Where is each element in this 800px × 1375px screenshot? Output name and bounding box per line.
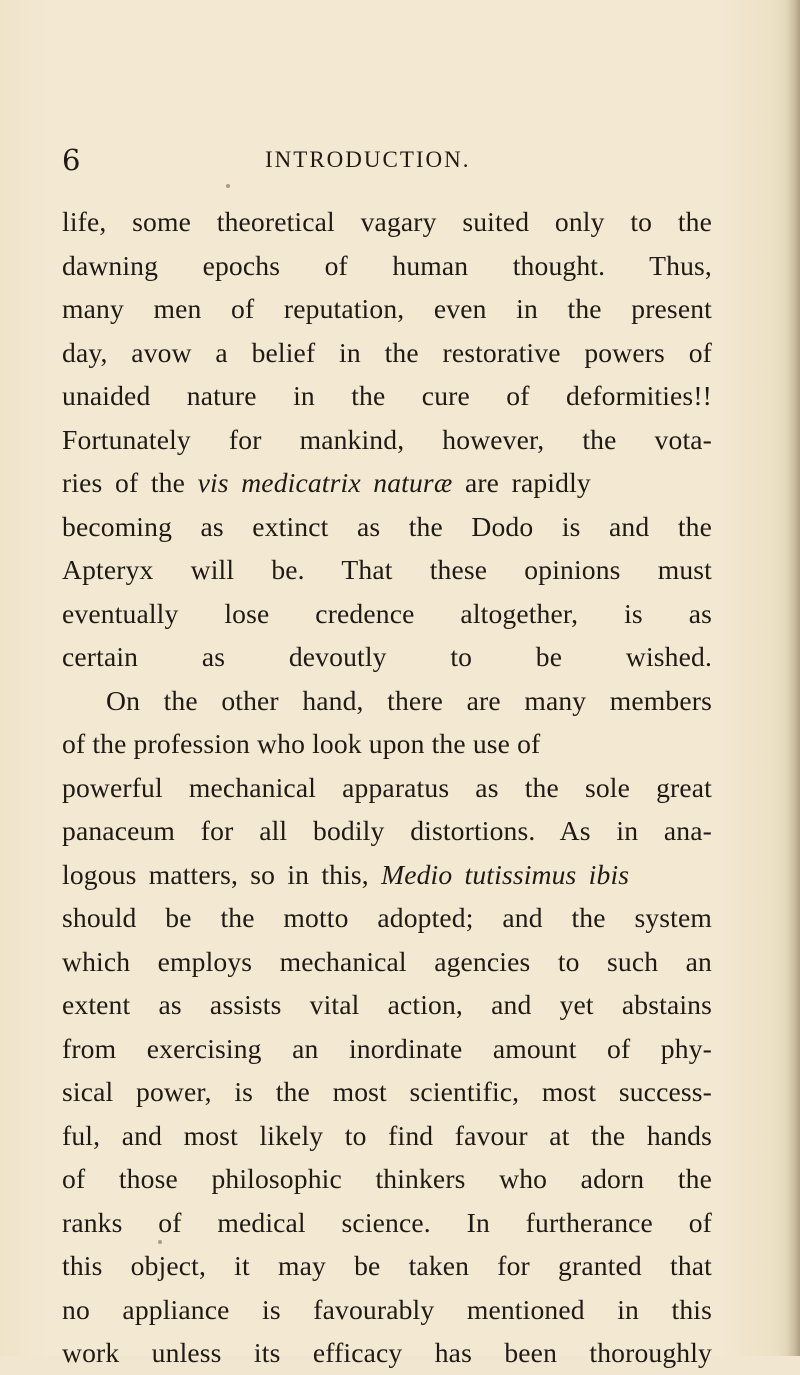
text-line: sical power, is the most scientific, most success- [62,1076,712,1107]
text-segment: logous matters, so in this, [62,858,369,890]
text-line: work unless its efficacy has been thoroughly [62,1337,712,1368]
text-line: of those philosophic thinkers who adorn the [62,1163,712,1194]
text-line: Apteryx will be. That these opinions must [62,554,712,585]
text-line: ranks of medical science. In furtherance of [62,1206,712,1238]
text-line: no appliance is favourably mentioned in this [62,1293,712,1325]
text-line: day, avow a belief in the restorative powers of [62,336,712,368]
text-line-with-latin [62,853,712,897]
text-line: from exercising an inordinate amount of phy- [62,1032,712,1064]
page-header [62,128,712,184]
body-text [62,200,762,1375]
text-line: extent as assists vital action, and yet abstains [62,989,712,1020]
paragraph-start-line: On the other hand, there are many members [106,684,712,716]
text-line: panaceum for all bodily distortions. As in ana- [62,815,712,846]
text-line: life, some theoretical vagary suited only to the [62,206,712,237]
latin-phrase-medio-tutissimus: Medio tutissimus ibis [381,858,630,890]
text-segment: ries of the [62,467,185,498]
text-line: of the profession who look upon the use of [62,728,541,759]
latin-phrase-vis-medicatrix: vis medicatrix naturæ [197,467,453,498]
text-line: ful, and most likely to find favour at the hands [62,1119,712,1151]
text-line: powerful mechanical apparatus as the sole great [62,771,712,803]
text-line-with-latin [62,461,712,505]
text-line: this object, it may be taken for granted that [62,1250,712,1281]
text-line: Fortunately for mankind, however, the vota- [62,423,712,455]
text-line: eventually lose credence altogether, is as [62,597,712,629]
text-line: dawning epochs of human thought. Thus, [62,249,712,281]
text-line: which employs mechanical agencies to such an [62,945,712,977]
page-edge-shadow [786,0,800,1356]
page-number: 6 [62,143,82,177]
text-line: should be the motto adopted; and the system [62,902,712,933]
text-line: certain as devoutly to be wished. [62,641,712,672]
text-line: becoming as extinct as the Dodo is and the [62,510,712,542]
text-line: unaided nature in the cure of deformities!! [62,380,712,411]
paper-speck [226,184,230,188]
text-line: many men of reputation, even in the present [62,293,712,324]
running-head: INTRODUCTION. [265,147,471,172]
text-segment: are rapidly [464,467,591,498]
paper-speck [158,1240,162,1244]
